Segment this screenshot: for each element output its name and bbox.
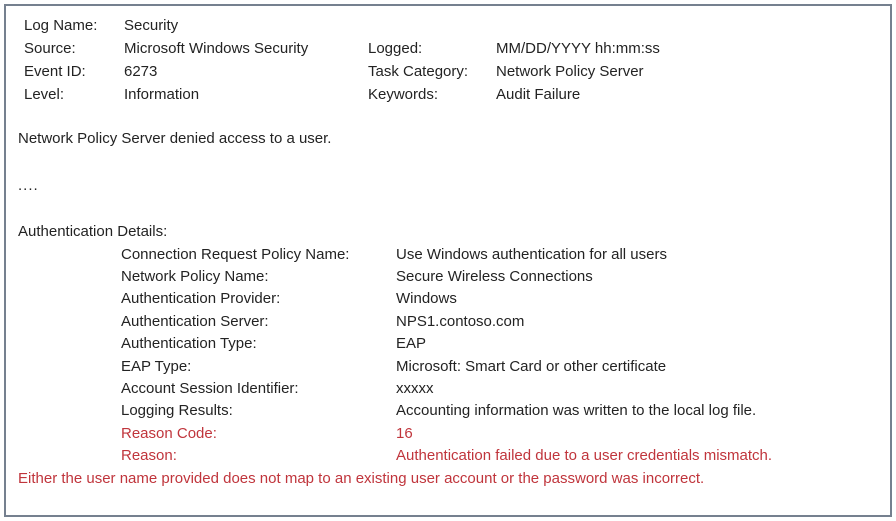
detail-row-connection-request-policy xyxy=(18,244,880,266)
event-description: Network Policy Server denied access to a user. xyxy=(18,130,332,147)
authentication-type-label: Authentication Type: xyxy=(121,335,257,353)
metadata-row-source-logged xyxy=(24,37,880,60)
logging-results-value: Accounting information was written to the local log file. xyxy=(396,402,757,420)
reason-code-value: 16 xyxy=(396,424,413,442)
metadata-row-level-keywords xyxy=(24,83,880,106)
detail-row-reason xyxy=(18,445,880,467)
authentication-type-value: EAP xyxy=(396,335,427,353)
detail-row-logging-results xyxy=(18,400,880,422)
account-session-identifier-label: Account Session Identifier: xyxy=(121,379,299,397)
event-metadata xyxy=(18,14,880,106)
level-label: Level: xyxy=(24,86,65,103)
reason-label: Reason: xyxy=(121,447,177,465)
reason-value: Authentication failed due to a user credentials mismatch. xyxy=(396,447,773,465)
error-explanation-text: Either the user name provided does not map to an existing user account or the password was incorrect. xyxy=(18,469,705,487)
connection-request-policy-label: Connection Request Policy Name: xyxy=(121,245,350,263)
authentication-server-label: Authentication Server: xyxy=(121,312,269,330)
detail-row-authentication-server xyxy=(18,311,880,333)
event-id-value: 6273 xyxy=(124,63,158,80)
logged-value: MM/DD/YYYY hh:mm:ss xyxy=(496,40,660,57)
keywords-value: Audit Failure xyxy=(496,86,581,103)
event-id-label: Event ID: xyxy=(24,63,86,80)
task-category-value: Network Policy Server xyxy=(496,63,644,80)
metadata-empty-label xyxy=(368,14,496,37)
detail-row-eap-type xyxy=(18,356,880,378)
detail-row-authentication-provider xyxy=(18,288,880,310)
network-policy-name-label: Network Policy Name: xyxy=(121,267,269,285)
eap-type-value: Microsoft: Smart Card or other certificate xyxy=(396,357,667,375)
auth-details-list xyxy=(18,244,880,468)
detail-row-account-session-identifier xyxy=(18,378,880,400)
log-name-value: Security xyxy=(124,17,179,34)
metadata-row-eventid-taskcategory xyxy=(24,60,880,83)
authentication-provider-value: Windows xyxy=(396,290,457,308)
task-category-label: Task Category: xyxy=(368,63,469,80)
detail-row-authentication-type xyxy=(18,333,880,355)
log-name-label: Log Name: xyxy=(24,17,98,34)
metadata-row-log-name xyxy=(24,14,880,37)
metadata-empty-value xyxy=(496,14,880,37)
eap-type-label: EAP Type: xyxy=(121,357,192,375)
account-session-identifier-value: xxxxx xyxy=(396,379,434,397)
authentication-server-value: NPS1.contoso.com xyxy=(396,312,525,330)
level-value: Information xyxy=(124,86,200,103)
connection-request-policy-value: Use Windows authentication for all users xyxy=(396,245,667,263)
network-policy-name-value: Secure Wireless Connections xyxy=(396,267,593,285)
logging-results-label: Logging Results: xyxy=(121,402,233,420)
reason-code-label: Reason Code: xyxy=(121,424,217,442)
detail-row-network-policy-name xyxy=(18,266,880,288)
source-label: Source: xyxy=(24,40,76,57)
omitted-content-ellipsis: .... xyxy=(18,176,39,194)
logged-label: Logged: xyxy=(368,40,423,57)
keywords-label: Keywords: xyxy=(368,86,439,103)
detail-row-reason-code xyxy=(18,423,880,445)
event-log-details-panel xyxy=(4,4,892,517)
authentication-provider-label: Authentication Provider: xyxy=(121,290,281,308)
source-value: Microsoft Windows Security xyxy=(124,40,309,57)
auth-details-heading: Authentication Details: xyxy=(18,223,168,240)
